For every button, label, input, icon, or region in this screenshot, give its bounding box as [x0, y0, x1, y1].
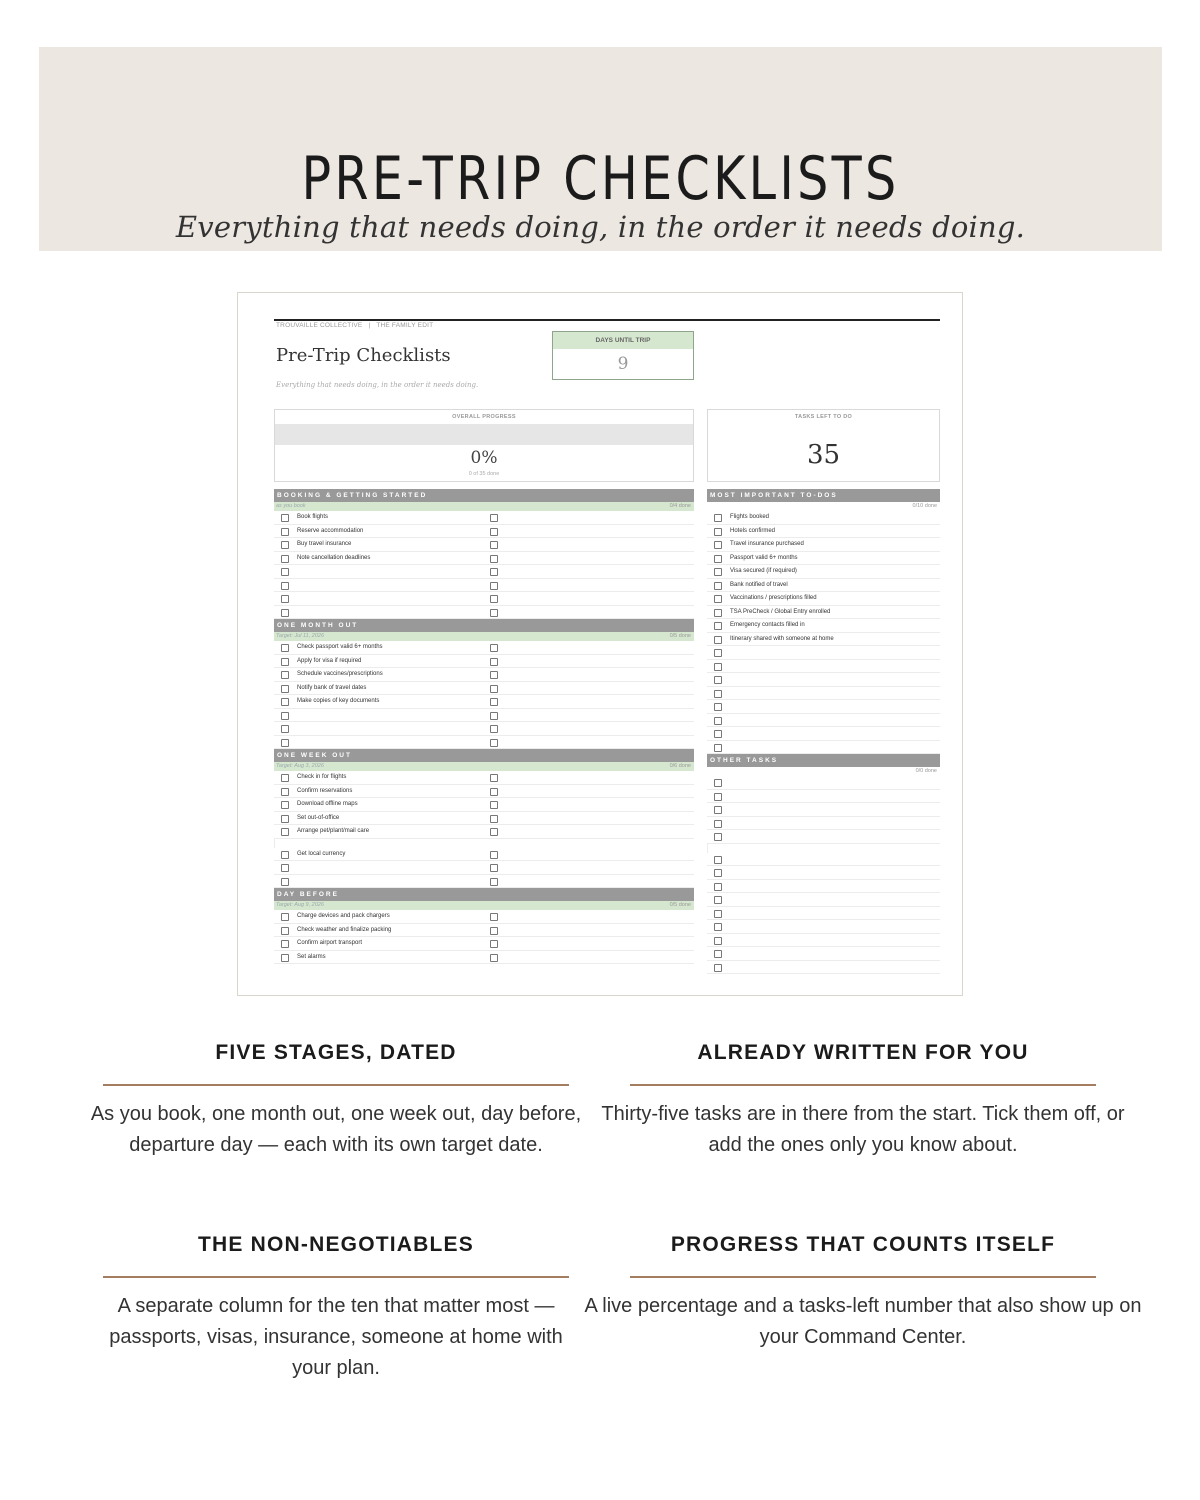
task-label: Vaccinations / prescriptions filled — [730, 595, 817, 601]
days-until-trip-card — [552, 331, 694, 380]
checklist-row — [274, 511, 694, 525]
checklist-row — [707, 907, 940, 921]
checkbox[interactable] — [714, 568, 722, 576]
checkbox[interactable] — [490, 774, 498, 782]
done-count: 0/0 done — [915, 768, 937, 774]
checklist-row — [274, 552, 694, 566]
checklist-row — [707, 947, 940, 961]
checkbox[interactable] — [281, 815, 289, 823]
checkbox[interactable] — [714, 528, 722, 536]
target-date: Target: Aug 9, 2026 — [276, 902, 324, 908]
section-target — [274, 502, 694, 511]
checklist-row — [274, 592, 694, 606]
checkbox[interactable] — [490, 685, 498, 693]
checklist-row — [274, 641, 694, 655]
feature-text: A live percentage and a tasks-left number that also show up on your Command Center. — [584, 1295, 1142, 1348]
checklist-row — [707, 619, 940, 633]
checkbox[interactable] — [714, 793, 722, 801]
checklist-row — [707, 687, 940, 701]
checkbox[interactable] — [714, 582, 722, 590]
checkbox[interactable] — [714, 690, 722, 698]
checkbox[interactable] — [490, 815, 498, 823]
feature-divider — [103, 1084, 569, 1086]
feature-title: PROGRESS THAT COUNTS ITSELF — [670, 1233, 1056, 1256]
checklist-row — [707, 700, 940, 714]
checklist-row — [707, 817, 940, 831]
task-label: TSA PreCheck / Global Entry enrolled — [730, 608, 831, 615]
checklist-row — [707, 790, 940, 804]
brand-line — [276, 322, 433, 329]
done-count: 0/5 done — [669, 902, 691, 908]
checklist-row — [274, 861, 694, 875]
checkbox[interactable] — [714, 663, 722, 671]
task-label: Apply for visa if required — [297, 657, 362, 664]
section-header: BOOKING & GETTING STARTED — [274, 489, 694, 502]
checklist-row — [707, 673, 940, 687]
checklist-row — [274, 565, 694, 579]
task-label: Check in for flights — [297, 774, 347, 780]
checkbox[interactable] — [714, 595, 722, 603]
feature-five-stages — [56, 1040, 616, 1161]
feature-text: A separate column for the ten that matter most — passports, visas, insurance, someone at home with your plan. — [109, 1295, 563, 1379]
target-date: Target: Aug 3, 2026 — [276, 763, 324, 769]
checkbox[interactable] — [714, 833, 722, 841]
feature-already-written — [583, 1040, 1143, 1161]
overall-progress-value: 0% — [470, 448, 498, 468]
sheet-subtitle: Everything that needs doing, in the order it needs doing. — [276, 381, 479, 389]
checkbox[interactable] — [714, 514, 722, 522]
checkbox[interactable] — [490, 555, 498, 563]
feature-title: FIVE STAGES, DATED — [215, 1041, 457, 1064]
checkbox[interactable] — [281, 555, 289, 563]
checklist-row — [707, 660, 940, 674]
checklist-row — [707, 538, 940, 552]
task-label: Check weather and finalize packing — [297, 926, 392, 933]
task-label: Flights booked — [730, 514, 770, 520]
feature-text: As you book, one month out, one week out, day before, departure day — each with its own target date. — [90, 1103, 582, 1156]
checklist-row — [274, 910, 694, 924]
feature-text: Thirty-five tasks are in there from the start. Tick them off, or add the ones only you know about. — [601, 1103, 1125, 1156]
checklist-row — [707, 633, 940, 647]
section-gap — [707, 844, 940, 853]
checkbox[interactable] — [490, 913, 498, 921]
task-label: Book flights — [297, 514, 329, 520]
overall-progress-card — [274, 409, 694, 482]
checkbox[interactable] — [714, 744, 722, 752]
checkbox[interactable] — [281, 658, 289, 666]
checklist-row — [274, 951, 694, 965]
task-label: Emergency contacts filled in — [730, 622, 805, 628]
task-label: Reserve accommodation — [297, 527, 364, 534]
checkbox[interactable] — [490, 739, 498, 747]
checkbox[interactable] — [281, 595, 289, 603]
checkbox[interactable] — [281, 851, 289, 859]
checkbox[interactable] — [714, 703, 722, 711]
task-label: Make copies of key documents — [297, 698, 380, 704]
checklist-row — [274, 579, 694, 593]
tasks-left-label: TASKS LEFT TO DO — [794, 414, 853, 420]
checklist-row — [274, 606, 694, 620]
checkbox[interactable] — [714, 622, 722, 630]
checkbox[interactable] — [281, 528, 289, 536]
checkbox[interactable] — [281, 514, 289, 522]
checkbox[interactable] — [714, 856, 722, 864]
checklist-row — [707, 592, 940, 606]
brand-divider: | — [368, 322, 371, 329]
checkbox[interactable] — [714, 730, 722, 738]
checkbox[interactable] — [490, 712, 498, 720]
checklist-row — [707, 525, 940, 539]
task-label: Download offline maps — [297, 801, 358, 807]
checkbox[interactable] — [281, 644, 289, 652]
section-gap — [274, 839, 694, 848]
checkbox[interactable] — [490, 954, 498, 962]
checkbox[interactable] — [281, 774, 289, 782]
checkbox[interactable] — [281, 725, 289, 733]
checkbox[interactable] — [490, 541, 498, 549]
done-count: 0/6 done — [669, 763, 691, 769]
page-title: PRE-TRIP CHECKLISTS — [301, 144, 900, 214]
checkbox[interactable] — [714, 609, 722, 617]
checklist-row — [707, 565, 940, 579]
checkbox[interactable] — [490, 644, 498, 652]
checkbox[interactable] — [714, 779, 722, 787]
checklist-row — [274, 875, 694, 889]
target-date: as you book — [276, 503, 306, 509]
checkbox[interactable] — [281, 788, 289, 796]
checklist-row — [274, 525, 694, 539]
stage-checklists-column — [274, 489, 694, 964]
checkbox[interactable] — [281, 828, 289, 836]
checkbox[interactable] — [281, 712, 289, 720]
section-header: ONE MONTH OUT — [274, 619, 694, 632]
checkbox[interactable] — [490, 788, 498, 796]
checkbox[interactable] — [490, 582, 498, 590]
checkbox[interactable] — [714, 541, 722, 549]
checkbox[interactable] — [714, 555, 722, 563]
checkbox[interactable] — [714, 964, 722, 972]
feature-divider — [630, 1276, 1096, 1278]
checklist-row — [274, 812, 694, 826]
done-count: 0/10 done — [912, 503, 937, 509]
edition-name: THE FAMILY EDIT — [376, 322, 434, 329]
feature-divider — [103, 1276, 569, 1278]
brand-name: TROUVAILLE COLLECTIVE — [276, 322, 363, 329]
task-label: Get local currency — [297, 850, 346, 857]
task-label: Buy travel insurance — [297, 541, 352, 547]
section-header: DAY BEFORE — [274, 888, 694, 901]
checklist-row — [707, 714, 940, 728]
checklist-row — [274, 848, 694, 862]
checkbox[interactable] — [714, 676, 722, 684]
checklist-row — [274, 538, 694, 552]
checkbox[interactable] — [714, 883, 722, 891]
checklist-row — [707, 920, 940, 934]
checkbox[interactable] — [714, 649, 722, 657]
task-label: Itinerary shared with someone at home — [730, 635, 834, 642]
checkbox[interactable] — [714, 820, 722, 828]
checklist-row — [707, 646, 940, 660]
checkbox[interactable] — [490, 514, 498, 522]
task-label: Schedule vaccines/prescriptions — [297, 671, 383, 677]
checkbox[interactable] — [490, 851, 498, 859]
checklist-row — [707, 803, 940, 817]
checkbox[interactable] — [281, 913, 289, 921]
task-label: Charge devices and pack chargers — [297, 913, 390, 919]
checkbox[interactable] — [281, 609, 289, 617]
checkbox[interactable] — [490, 940, 498, 948]
days-until-trip-value: 9 — [617, 354, 629, 374]
feature-title: ALREADY WRITTEN FOR YOU — [697, 1041, 1029, 1064]
checkbox[interactable] — [281, 698, 289, 706]
section-header: OTHER TASKS — [707, 754, 940, 767]
feature-divider — [630, 1084, 1096, 1086]
checkbox[interactable] — [490, 671, 498, 679]
task-label: Check passport valid 6+ months — [297, 644, 383, 650]
checklist-row — [274, 771, 694, 785]
section-target — [707, 767, 940, 776]
checkbox[interactable] — [714, 937, 722, 945]
checkbox[interactable] — [490, 828, 498, 836]
done-count: 0/5 done — [669, 633, 691, 639]
section-header: MOST IMPORTANT TO-DOS — [707, 489, 940, 502]
tasks-left-value: 35 — [806, 440, 841, 470]
checklist-row — [274, 709, 694, 723]
checkbox[interactable] — [281, 582, 289, 590]
task-label: Hotels confirmed — [730, 527, 776, 534]
checklist-row — [707, 776, 940, 790]
checkbox[interactable] — [490, 927, 498, 935]
checkbox[interactable] — [490, 801, 498, 809]
checkbox[interactable] — [714, 896, 722, 904]
checklist-row — [707, 893, 940, 907]
checklist-row — [707, 880, 940, 894]
checkbox[interactable] — [281, 954, 289, 962]
checkbox[interactable] — [281, 685, 289, 693]
checkbox[interactable] — [281, 940, 289, 948]
checkbox[interactable] — [714, 806, 722, 814]
section-target — [274, 632, 694, 641]
checklist-row — [707, 727, 940, 741]
checklist-row — [707, 853, 940, 867]
section-target — [707, 502, 940, 511]
checklist-row — [274, 825, 694, 839]
checklist-row — [707, 606, 940, 620]
checklist-row — [707, 511, 940, 525]
checklist-row — [274, 785, 694, 799]
feature-progress — [583, 1232, 1143, 1353]
days-until-trip-label: DAYS UNTIL TRIP — [553, 332, 693, 349]
checkbox[interactable] — [281, 739, 289, 747]
tasks-left-card — [707, 409, 940, 482]
checklist-row — [707, 866, 940, 880]
checkbox[interactable] — [490, 658, 498, 666]
checklist-row — [274, 722, 694, 736]
checklist-row — [707, 579, 940, 593]
checkbox[interactable] — [490, 568, 498, 576]
task-label: Set out-of-office — [297, 814, 340, 821]
task-label: Passport valid 6+ months — [730, 554, 798, 561]
checkbox[interactable] — [714, 910, 722, 918]
checkbox[interactable] — [281, 568, 289, 576]
checkbox[interactable] — [490, 725, 498, 733]
feature-non-negotiables — [56, 1232, 616, 1384]
checklist-row — [707, 741, 940, 755]
task-label: Set alarms — [297, 953, 326, 960]
header-banner — [39, 47, 1162, 251]
task-label: Bank notified of travel — [730, 581, 788, 588]
checkbox[interactable] — [490, 595, 498, 603]
checkbox[interactable] — [281, 864, 289, 872]
checkbox[interactable] — [714, 636, 722, 644]
section-header: ONE WEEK OUT — [274, 749, 694, 762]
checklist-row — [274, 668, 694, 682]
checkbox[interactable] — [714, 923, 722, 931]
checklist-row — [274, 682, 694, 696]
checklist-row — [707, 552, 940, 566]
page-subtitle: Everything that needs doing, in the order it needs doing. — [175, 210, 1026, 244]
checkbox[interactable] — [714, 950, 722, 958]
task-label: Notify bank of travel dates — [297, 684, 367, 691]
priority-checklists-column — [707, 489, 940, 974]
checkbox[interactable] — [490, 698, 498, 706]
checkbox[interactable] — [281, 927, 289, 935]
checklist-row — [274, 655, 694, 669]
progress-bar — [275, 424, 693, 445]
checklist-row — [274, 695, 694, 709]
checklist-row — [707, 934, 940, 948]
task-label: Note cancellation deadlines — [297, 554, 371, 561]
sheet-title: Pre-Trip Checklists — [276, 345, 451, 366]
top-rule — [274, 319, 940, 321]
checkbox[interactable] — [281, 801, 289, 809]
checkbox[interactable] — [281, 878, 289, 886]
checkbox[interactable] — [281, 671, 289, 679]
checklist-row — [274, 937, 694, 951]
target-date: Target: Jul 11, 2026 — [276, 633, 325, 639]
feature-title: THE NON-NEGOTIABLES — [198, 1233, 474, 1256]
checklist-row — [274, 798, 694, 812]
task-label: Confirm reservations — [297, 787, 353, 794]
task-label: Confirm airport transport — [297, 940, 363, 946]
checkbox[interactable] — [490, 609, 498, 617]
checkbox[interactable] — [490, 528, 498, 536]
spreadsheet-preview — [237, 292, 963, 996]
task-label: Arrange pet/plant/mail care — [297, 828, 370, 834]
checkbox[interactable] — [714, 869, 722, 877]
checkbox[interactable] — [490, 878, 498, 886]
overall-progress-label: OVERALL PROGRESS — [452, 414, 516, 420]
checkbox[interactable] — [714, 717, 722, 725]
section-target — [274, 762, 694, 771]
overall-progress-count: 0 of 35 done — [468, 471, 500, 477]
section-target — [274, 901, 694, 910]
task-label: Travel insurance purchased — [730, 541, 804, 547]
checklist-row — [274, 924, 694, 938]
checklist-row — [707, 961, 940, 975]
checklist-row — [274, 736, 694, 750]
checkbox[interactable] — [281, 541, 289, 549]
checklist-row — [707, 830, 940, 844]
task-label: Visa secured (if required) — [730, 568, 797, 574]
done-count: 0/4 done — [669, 503, 691, 509]
checkbox[interactable] — [490, 864, 498, 872]
